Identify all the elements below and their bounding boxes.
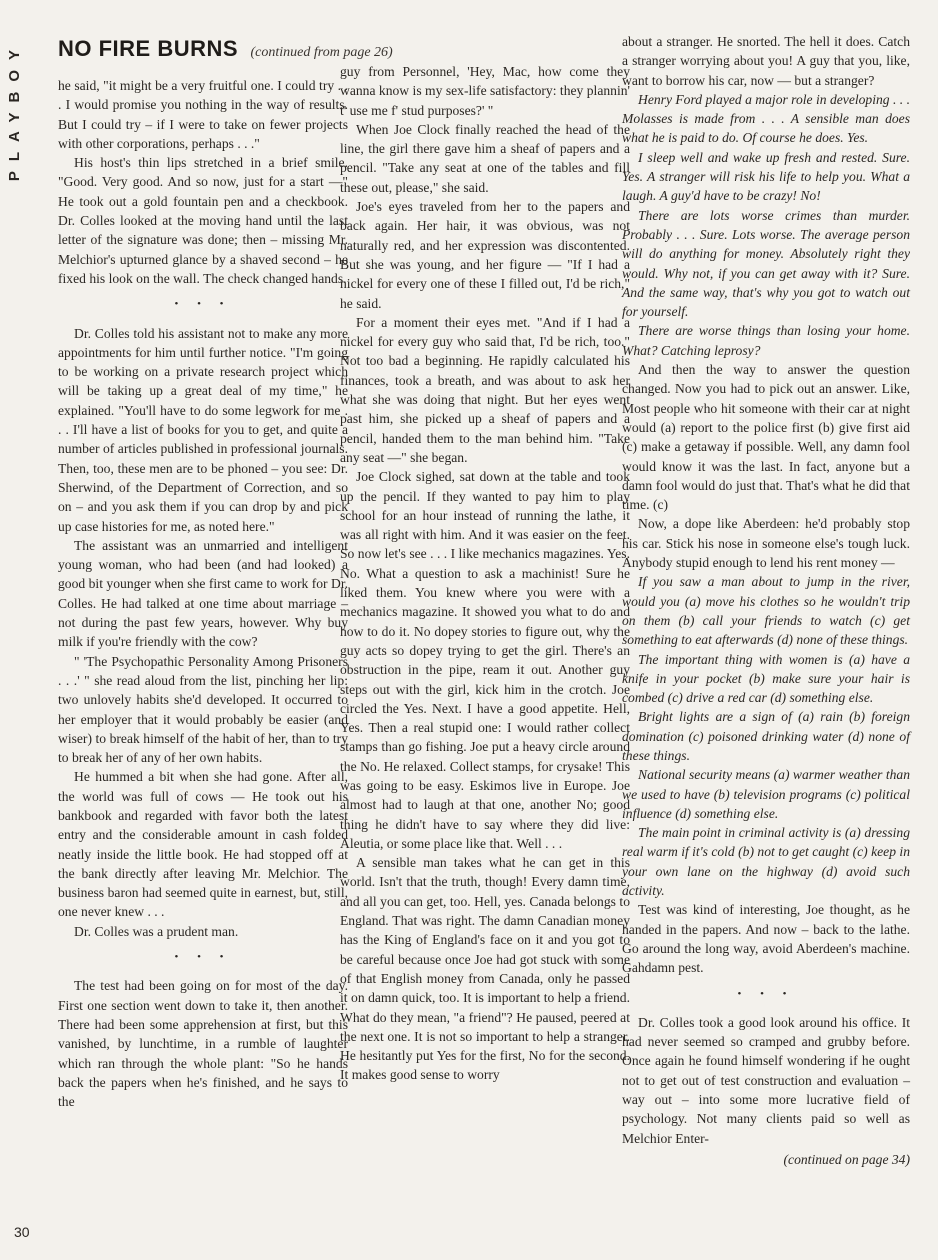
section-separator: • • • <box>174 951 232 964</box>
paragraph: There are worse things than losing your home. What? Catching leprosy? <box>622 323 910 358</box>
page-number: 30 <box>14 1224 30 1240</box>
paragraph: Dr. Colles took a good look around his office. It had never seemed so cramped and grubby before. Once again he found himself wondering if he ought not to get out of test construction and evaluation – way out – into some more lucrative field of psychology. Not many clients paid so well as Melchior Enter- <box>622 1014 910 1146</box>
paragraph: Dr. Colles was a prudent man. <box>74 923 239 939</box>
paragraph: I sleep well and wake up fresh and rested. Sure. Yes. A stranger will risk his life to help you. What a laugh. A guy'd have to be crazy! No! <box>622 149 910 204</box>
section-separator: • • • <box>174 298 232 311</box>
paragraph: His host's thin lips stretched in a brief smile. "Good. Very good. And so now, just for a start —" He took out a gold fountain pen and a checkbook. Dr. Colles looked at the moving hand until the last letter of the signature was done; then – missing Mr. Melchior's upturned glance by a shaved second – he fixed his look on the wall. The check changed hands. <box>58 155 348 286</box>
continued-from-note: (continued from page 26) <box>250 45 393 60</box>
text-column-2 <box>340 62 630 1085</box>
paragraph: Henry Ford played a major role in developing . . . Molasses is made from . . . A sensible man does what he is paid to do. Of course he does. Yes. <box>622 91 910 146</box>
paragraph: A sensible man takes what he can get in this world. Isn't that the truth, though! Every damn time, and all you can get, too. Hell, yes. Canada belongs to England. That was right. The damn Canadian money has the King of England's face on it and you got to be careful because once Joe had got stuck with some of that English money from Canada, only he passed it on damn quick, too. It is important to help a friend. What do they mean, "a friend"? He paused, peered at the next one. It is not so important to help a stranger. He hesitantly put Yes for the first, No for the second. It makes good sense to worry <box>340 855 630 1083</box>
paragraph: The test had been going on for most of the day. First one section went down to take it, then another. There had been some apprehension at first, but this vanished, by lunchtime, in a rumble of laughter which ran through the whole plant: "So he hands back the papers when he's finished, and he says to the <box>58 978 348 1110</box>
paragraph: Bright lights are a sign of (a) rain (b) foreign domination (c) poisoned drinking water (d) none of these things. <box>622 709 910 763</box>
paragraph: There are lots worse crimes than murder. Probably . . . Sure. Lots worse. The average person will do anything for money. Absolutely right they would. Why not, if you can get away with it? Sure. And the same way, that's why you got to watch out for yourself. <box>622 207 910 320</box>
paragraph: Dr. Colles told his assistant not to make any more appointments for him until further notice. "I'm going to be working on a private research project which will be taking up a great deal of my time," he explained. "You'll have to do some legwork for me . . . I'll have a list of books for you to get, and quite a number of articles published in professional journals. Then, too, these men are to be phoned – you see: Dr. Sherwind, of the Department of Correction, and so on – and you ask them if you can drop by and pick up case histories for me, as noted here." <box>58 325 348 534</box>
paragraph: " 'The Psychopathic Personality Among Prisoners . . .' " she read aloud from the list, pinching her lip: two unlovely habits she'd developed. It occurred to her employer that it would probably be easier (and wiser) to break himself of the habit of her, than to try to break her of any of her own habits. <box>58 653 348 766</box>
article-header <box>58 36 393 62</box>
text-column-3 <box>622 32 910 1169</box>
paragraph: Joe Clock sighed, sat down at the table and took up the pencil. If they wanted to pay him to play school for an hour instead of running the lathe, it was all right with him. And it was easier on the feet. So now let's see . . . I like mechanics magazines. Yes. No. What a question to ask a machinist! Sure he liked them. You knew where you were with a mechanics magazine. It showed you what to do and how to do it. No dopey stories to figure out, why the guy acts so dopey trying to get the girl. There's an obstruction in the pipe, ream it out. Another guy steps out with the girl, kick him in the crotch. Joe circled the Yes. Next. I have a good appetite. Hell, Yes. Then a real stupid one: I would rather collect stamps than go fishing. Joe put a heavy circle around the No. He relaxed. Collect stamps, for crysake! This was going to be easy. Eskimos live in Europe. Joe almost had to laugh at that one, another No; good thing he didn't have to say where they did live: Aleutia, or some place like that. Well . . . <box>340 469 630 851</box>
paragraph: If you saw a man about to jump in the river, would you (a) move his clothes so he wouldn't trip on them (b) call your friends to watch (c) get something to eat afterwards (d) none of these things. <box>622 574 910 648</box>
paragraph: For a moment their eyes met. "And if I had a nickel for every guy who said that, I'd be rich, too." Not too bad a beginning. He rapidly calculated his finances, took a breath, and was about to ask her what she was doing that night. But her eyes went past him, she picked up a sheaf of papers and a pencil, handed them to the man behind him. "Take any seat —" she began. <box>340 314 630 465</box>
paragraph: guy from Personnel, 'Hey, Mac, how come they wanna know is my sex-life satisfactory: they plannin' t' use me f' stud purposes?' " <box>340 64 630 118</box>
paragraph: And then the way to answer the question changed. Now you had to pick out an answer. Like, Most people who hit someone with their car at night would (a) report to the police first (b) give first aid (c) make a getaway if possible. Well, any damn fool would know it was the last. In fact, anyone but a damn fool would do just that. That's what he did that time. (c) <box>622 362 910 513</box>
article-title: NO FIRE BURNS <box>58 36 239 61</box>
paragraph: The assistant was an unmarried and intelligent young woman, who had been (and had looked) a good bit younger when she first came to work for Dr. Colles. He had talked at one time about marriage – not during the past few years, however. Why buy milk if you're friendly with the cow? <box>58 537 348 650</box>
paragraph: The main point in criminal activity is (a) dressing real warm if it's cold (b) not to get caught (c) keep in your own lane on the highway (d) avoid such activity. <box>622 825 910 899</box>
paragraph: When Joe Clock finally reached the head of the line, the girl there gave him a sheaf of papers and a pencil. "Take any seat at one of the tables and fill these out, please," she said. <box>340 121 630 195</box>
paragraph: Test was kind of interesting, Joe thought, as he handed in the papers. And now – back to the lathe. Go around the long way, avoid Aberdeen's machine. Gahdamn pest. <box>622 902 910 976</box>
paragraph: He hummed a bit when she had gone. After all, the world was full of cows — He took out his bankbook and regarded with favor both the latest entry and the considerable amount in cash folded neatly inside the little book. He had stopped off at the bank directly after leaving Mr. Melchior. The business baron had seemed quite in earnest, but, still, one never knew . . . <box>58 769 348 920</box>
paragraph: about a stranger. He snorted. The hell it does. Catch a stranger worrying about you! A guy that you, like, want to borrow his car, now — but a stranger? <box>622 34 910 88</box>
paragraph: Joe's eyes traveled from her to the papers and back again. Her hair, it was obvious, was not naturally red, and her expression was discontented. But she was young, and her figure — "If I had a nickel for every one of these I filled out, I'd be rich," he said. <box>340 199 630 311</box>
section-separator: • • • <box>737 987 795 1000</box>
text-column-1 <box>58 76 348 1111</box>
magazine-side-label: PLAYBOY <box>6 40 23 182</box>
continued-on-note: (continued on page 34) <box>783 1151 910 1167</box>
paragraph: The important thing with women is (a) have a knife in your pocket (b) make sure your hair is combed (c) drive a red car (d) something else. <box>622 651 910 706</box>
paragraph: he said, "it might be a very fruitful one. I could try . . . I would promise you nothing in the way of results. But I could try – if I were to take on fewer projects with other corporations, perhaps . . ." <box>58 78 348 151</box>
paragraph: Now, a dope like Aberdeen: he'd probably stop his car. Stick his nose in someone else's tough luck. Anybody stupid enough to lend his rent money — <box>622 516 910 571</box>
paragraph: National security means (a) warmer weather than we used to have (b) television programs (c) political influence (d) something else. <box>622 767 910 821</box>
